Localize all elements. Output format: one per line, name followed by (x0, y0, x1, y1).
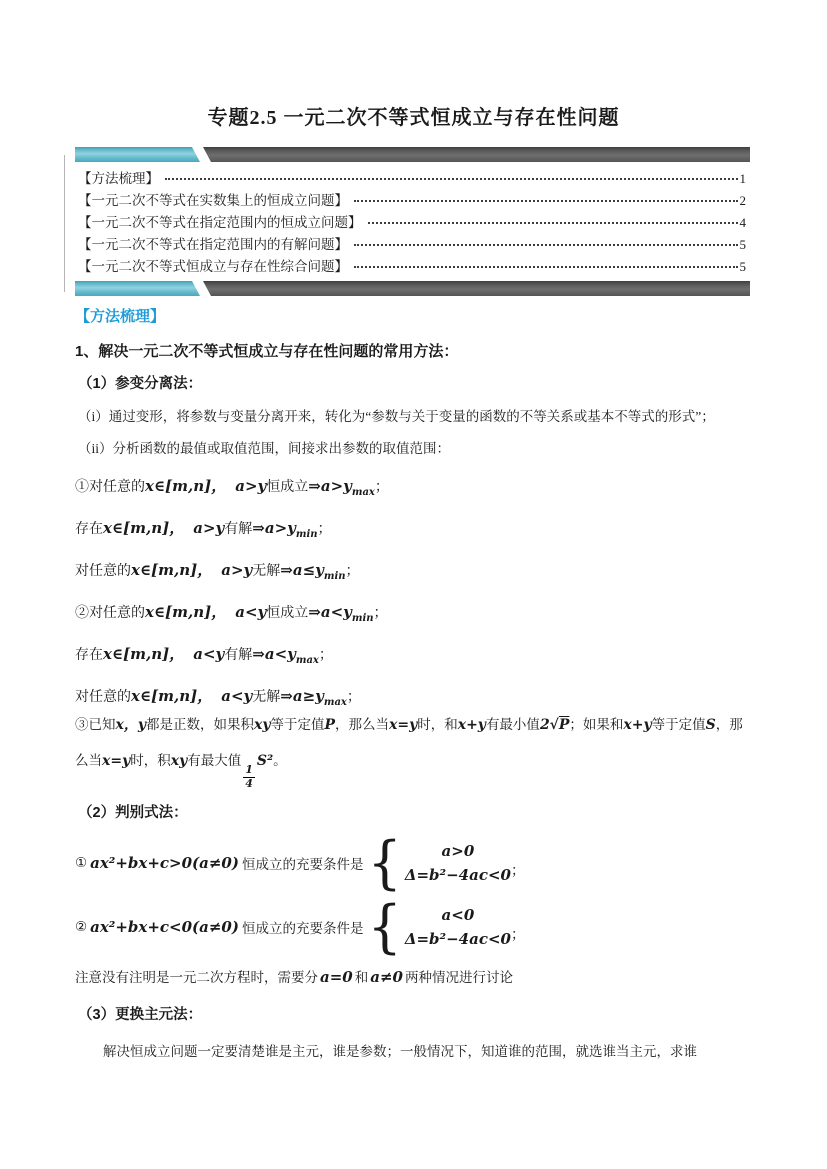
implies-arrow: ⇒ (252, 519, 265, 537)
p3-sqrt: 2√ (539, 717, 559, 733)
p3-text: 等于定值 (651, 717, 706, 732)
p3-text: 都是正数，如果积 (145, 717, 254, 732)
note-math1: a=0 (320, 968, 353, 986)
method-sub3: （3）更换主元法： (78, 1007, 203, 1023)
fraction-numerator: 1 (243, 764, 255, 778)
discriminant-line-1 (75, 829, 525, 896)
d2-tail: ； (510, 928, 525, 943)
d1-mid-text: 恒成立的充要条件是 (241, 857, 364, 872)
p3-text: ；如果和 (569, 717, 624, 732)
rule-subscript: max (351, 486, 375, 498)
rule-tail: ； (318, 648, 333, 663)
d1-number: ① (75, 855, 88, 870)
d1-cases (405, 839, 511, 887)
rule-tail: ； (374, 480, 389, 495)
p3-math: x，y (115, 717, 146, 733)
note-pre: 注意没有注明是一元二次方程时，需要分 (75, 970, 318, 985)
d1-expression: ax²+bx+c>0(a≠0) (90, 854, 239, 872)
divider-bar-top (75, 147, 750, 162)
p3-math: x=y (389, 717, 418, 733)
rule-interval: x∈[m,n]， (103, 645, 185, 663)
toc-entry[interactable] (78, 211, 746, 233)
rule-word: 恒成立 (266, 480, 309, 495)
toc-page-number: 4 (739, 215, 746, 230)
rule-result: a>y (320, 477, 352, 495)
d2-cases (405, 903, 511, 951)
rule-result: a>y (264, 519, 296, 537)
p3-math: xy (170, 753, 188, 769)
toc-entry[interactable] (78, 255, 746, 277)
fraction-one-fourth (243, 764, 255, 790)
p3-math: x+y (623, 717, 652, 733)
toc-entry-label: 【一元二次不等式在指定范围内的有解问题】 (78, 237, 348, 252)
rule-tail: ； (373, 606, 388, 621)
left-brace: { (367, 829, 402, 896)
p3-text: ，那么当 (335, 717, 389, 732)
toc-leader-dots (354, 244, 738, 246)
rule-cond: a<y (193, 645, 225, 663)
rule-line-2 (75, 517, 332, 540)
p3-text: 时，和 (417, 717, 458, 732)
d2-expression: ax²+bx+c<0(a≠0) (90, 918, 239, 936)
method-item-i: （i）通过变形，将参数与变量分离开来，转化为“参数与关于变量的函数的不等关系或基本不等式的形式”； (78, 409, 715, 424)
rule-paragraph-3 (75, 707, 753, 790)
d1-case1: a>0 (441, 842, 475, 860)
implies-arrow: ⇒ (252, 645, 265, 663)
d2-number: ② (75, 919, 88, 934)
p3-text: 时，积 (130, 753, 171, 768)
p3-math: S (705, 717, 716, 733)
rule-cond: a>y (193, 519, 225, 537)
toc-leader-dots (354, 266, 738, 268)
rule-line-1 (75, 475, 389, 498)
rule-interval: x∈[m,n]， (145, 603, 227, 621)
rule-subscript: min (295, 528, 318, 540)
note-math2: a≠0 (370, 968, 403, 986)
p3-sqrt-arg: P (558, 717, 570, 733)
d2-mid-text: 恒成立的充要条件是 (241, 921, 364, 936)
rule-tail: ； (346, 690, 361, 705)
rule-interval: x∈[m,n]， (131, 687, 213, 705)
divider-teal-segment (75, 147, 200, 162)
rule-line-4 (75, 601, 388, 624)
rule-subscript: max (323, 696, 347, 708)
rule-pre: 对任意的 (75, 564, 131, 579)
d1-tail: ； (510, 864, 525, 879)
rule-pre: 存在 (75, 648, 103, 663)
rule-result: a<y (264, 645, 296, 663)
rule-subscript: min (323, 570, 346, 582)
rule-tail: ； (345, 564, 360, 579)
divider-gray-segment (203, 147, 750, 162)
rule-line-3 (75, 559, 360, 582)
rule-word: 无解 (252, 690, 281, 705)
toc-page-number: 2 (739, 193, 746, 208)
implies-arrow: ⇒ (280, 561, 293, 579)
rule-pre: ②对任意的 (75, 606, 145, 621)
p3-math: x=y (102, 753, 131, 769)
rule-word: 有解 (224, 522, 253, 537)
toc-page-number: 5 (739, 237, 746, 252)
toc-leader-dots (368, 222, 738, 224)
toc-entry-label: 【一元二次不等式恒成立与存在性综合问题】 (78, 259, 348, 274)
rule-subscript: max (295, 654, 319, 666)
rule-pre: 对任意的 (75, 690, 131, 705)
rule-cond: a<y (221, 687, 253, 705)
note-line (75, 966, 513, 986)
method-sub2: （2）判别式法： (78, 805, 188, 821)
rule-pre: ①对任意的 (75, 480, 145, 495)
toc-entry[interactable] (78, 189, 746, 211)
rule-result: a≤y (292, 561, 324, 579)
rule-interval: x∈[m,n]， (145, 477, 227, 495)
p3-text: 等于定值 (270, 717, 325, 732)
d2-case1: a<0 (441, 906, 475, 924)
toc-entry-label: 【一元二次不等式在指定范围内的恒成立问题】 (78, 215, 362, 230)
toc-entry[interactable] (78, 167, 746, 189)
page-title: 专题2.5 一元二次不等式恒成立与存在性问题 (207, 107, 620, 129)
method-sub1: （1）参变分离法： (78, 376, 203, 392)
rule-tail: ； (317, 522, 332, 537)
rule-word: 无解 (252, 564, 281, 579)
rule-line-6 (75, 685, 361, 708)
method-paragraph-4: 解决恒成立问题一定要清楚谁是主元，谁是参数；一般情况下，知道谁的范围，就选谁当主元，求谁 (103, 1044, 697, 1059)
section-heading-method: 【方法梳理】 (75, 308, 166, 325)
left-brace: { (367, 893, 402, 960)
rule-word: 恒成立 (266, 606, 309, 621)
note-post: 两种情况进行讨论 (404, 970, 513, 985)
method-line1: 1、解决一元二次不等式恒成立与存在性问题的常用方法： (75, 343, 459, 360)
rule-result: a<y (320, 603, 352, 621)
implies-arrow: ⇒ (308, 477, 321, 495)
implies-arrow: ⇒ (280, 687, 293, 705)
method-item-ii: （ii）分析函数的最值或取值范围，间接求出参数的取值范围： (78, 441, 451, 456)
rule-subscript: min (351, 612, 374, 624)
rule-cond: a<y (235, 603, 267, 621)
rule-interval: x∈[m,n]， (103, 519, 185, 537)
rule-cond: a>y (221, 561, 253, 579)
rule-pre: 存在 (75, 522, 103, 537)
rule-cond: a>y (235, 477, 267, 495)
p3-math: x+y (457, 717, 486, 733)
fraction-denominator: 4 (245, 777, 253, 791)
p3-math: P (324, 717, 335, 733)
toc-entry[interactable] (78, 233, 746, 255)
p3-text: 。 (273, 753, 287, 768)
p3-text: 有最大值 (187, 753, 242, 768)
p3-math: xy (253, 717, 271, 733)
rule-word: 有解 (224, 648, 253, 663)
p3-text: ③已知 (75, 717, 116, 732)
toc-entry-label: 【一元二次不等式在实数集上的恒成立问题】 (78, 193, 348, 208)
toc-leader-dots (354, 200, 738, 202)
rule-interval: x∈[m,n]， (131, 561, 213, 579)
toc-leader-dots (165, 178, 738, 180)
d1-case2: Δ=b²−4ac<0 (404, 866, 511, 884)
divider-teal-segment (75, 281, 200, 296)
toc-page-number: 5 (739, 259, 746, 274)
divider-gray-segment (203, 281, 750, 296)
d2-case2: Δ=b²−4ac<0 (404, 930, 511, 948)
p3-text: ，那么当 (75, 717, 743, 768)
rule-result: a≥y (292, 687, 324, 705)
rule-line-5 (75, 643, 333, 666)
divider-bar-bottom (75, 281, 750, 296)
p3-math: S² (256, 753, 274, 769)
implies-arrow: ⇒ (308, 603, 321, 621)
toc-entry-label: 【方法梳理】 (78, 171, 159, 186)
discriminant-line-2 (75, 893, 525, 960)
p3-text: 有最小值 (485, 717, 540, 732)
toc-left-border (64, 155, 65, 292)
toc-page-number: 1 (739, 171, 746, 186)
note-mid: 和 (354, 970, 369, 985)
